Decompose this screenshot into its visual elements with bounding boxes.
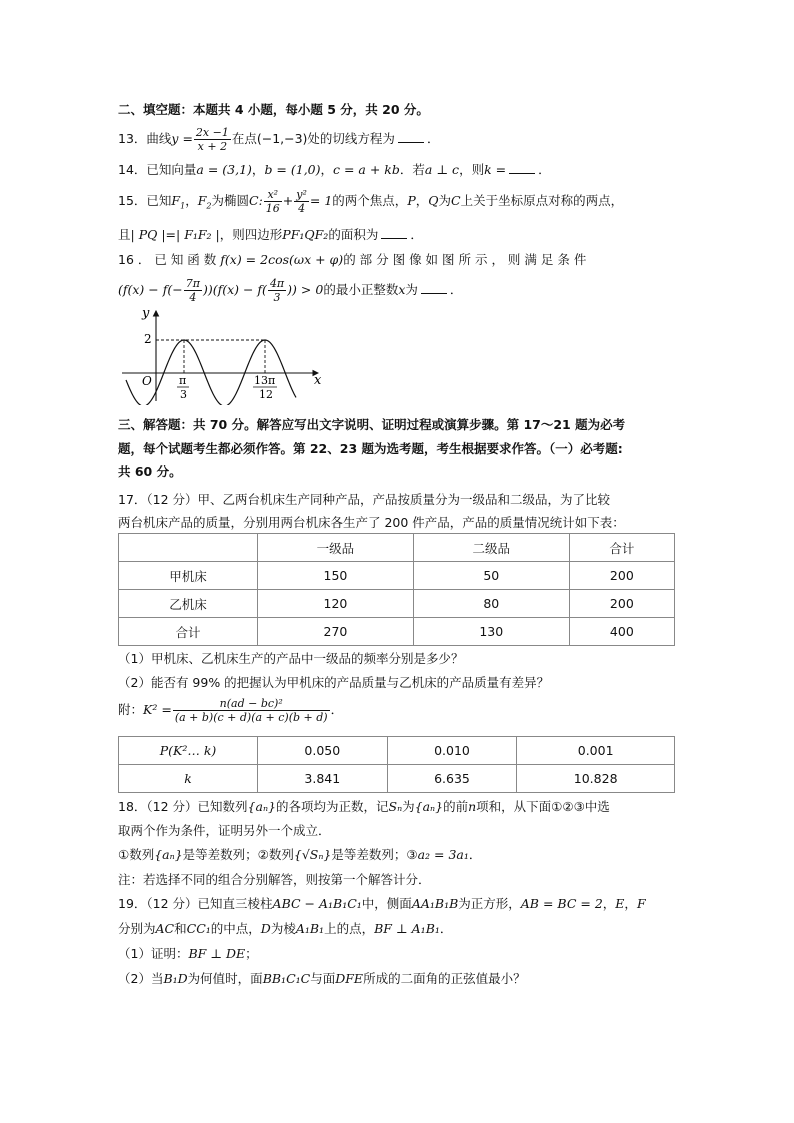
q15-eq1: = 1 bbox=[309, 193, 333, 208]
q13-end: ． bbox=[426, 131, 440, 146]
table-cell: 150 bbox=[258, 562, 414, 590]
q18-cond-c: 是等差数列；③ bbox=[331, 847, 418, 862]
table-row bbox=[119, 618, 675, 646]
q19-eq: AB = BC = 2 bbox=[520, 896, 603, 911]
q19-d: D bbox=[260, 921, 271, 936]
question-14 bbox=[118, 161, 551, 179]
k2-den: (a + b)(c + d)(a + c)(b + d) bbox=[174, 711, 328, 724]
q14-end: ． bbox=[538, 162, 551, 177]
question-16-line-2 bbox=[118, 274, 462, 306]
q15-f1: $F_1$ bbox=[171, 193, 186, 211]
q15-line2-prefix: 且 bbox=[118, 227, 131, 242]
q19-text-e: ， bbox=[624, 896, 637, 911]
table-cell: 50 bbox=[413, 562, 569, 590]
q16-frac1-den: 4 bbox=[189, 291, 197, 304]
q15-f2-letter: F bbox=[197, 193, 207, 208]
q14-vector-b: b = (1,0) bbox=[264, 162, 321, 177]
q19-sub-2 bbox=[118, 970, 526, 988]
table-cell: 3.841 bbox=[258, 765, 388, 793]
q16-line2-end2: 为 bbox=[405, 282, 418, 297]
q14-mid2: ，则 bbox=[459, 162, 485, 177]
q15-line2-mid: ，则四边形 bbox=[219, 227, 283, 242]
table-cell: 200 bbox=[569, 562, 674, 590]
x-axis-label: x bbox=[314, 373, 322, 388]
appendix-prefix: 附： bbox=[118, 702, 144, 717]
table-cell: k bbox=[119, 765, 258, 793]
q16-frac2-num: 4π bbox=[269, 277, 285, 290]
table-header-cell: 一级品 bbox=[258, 534, 414, 562]
table-cell: 0.010 bbox=[387, 737, 517, 765]
q18-c1: {aₙ} bbox=[154, 847, 183, 862]
q19-text-d: ， bbox=[602, 896, 616, 911]
q14-mid: ．若 bbox=[399, 162, 425, 177]
q19-sub2-d: 所成的二面角的正弦值最小？ bbox=[363, 971, 526, 986]
q15-mid3: 为 bbox=[438, 193, 452, 208]
question-15-line-1: 15．已知$F_1$，$F_2$为椭圆C: $\frac{\text{x²}}{16}$ + $\frac{\text{y²}}{4}$ = 1的两个焦点，P，Q为C上关于坐标原点对称的两点， bbox=[118, 188, 624, 215]
q13-answer-blank bbox=[398, 130, 424, 143]
q15-pq: | PQ |=| F₁F₂ | bbox=[130, 227, 220, 242]
q18-cond-b: 是等差数列；②数列 bbox=[182, 847, 294, 862]
q15-frac1-den: 16 bbox=[265, 202, 280, 215]
k2-fraction bbox=[173, 697, 330, 724]
q18-an2: {aₙ} bbox=[414, 799, 444, 814]
q13-mid: 在点(−1,−3)处的切线方程为 bbox=[231, 131, 395, 146]
q15-period: ． bbox=[410, 227, 423, 242]
appendix-end: ． bbox=[330, 702, 344, 717]
q17-probability-table bbox=[118, 736, 675, 793]
q13-fraction bbox=[194, 126, 231, 153]
q15-f1-letter: F bbox=[171, 193, 181, 208]
q16-ineq-b: ))(f(x) − f( bbox=[202, 282, 267, 297]
q15-mid1: 为椭圆 bbox=[211, 193, 249, 208]
q18-note: 注：若选择不同的组合分别解答，则按第一个解答计分． bbox=[118, 872, 431, 887]
y-axis-label: y bbox=[142, 306, 150, 321]
q19-l2-d: 为棱 bbox=[270, 921, 296, 936]
table-cell: 200 bbox=[569, 590, 674, 618]
q19-l2-f: ． bbox=[439, 921, 453, 936]
section-3-line-3: 共 60 分。 bbox=[118, 464, 182, 479]
q15-frac2-num: y² bbox=[296, 188, 307, 201]
table-row bbox=[119, 590, 675, 618]
table-header-cell: 合计 bbox=[569, 534, 674, 562]
table-cell: 0.050 bbox=[258, 737, 388, 765]
q19-b1d: B₁D bbox=[163, 971, 188, 986]
tick1-num: π bbox=[179, 374, 187, 387]
q13-prefix: 13．曲线 bbox=[118, 131, 172, 146]
table-cell: 合计 bbox=[119, 618, 258, 646]
q19-plane2: DFE bbox=[335, 971, 364, 986]
q14-prefix: 14．已知向量 bbox=[118, 162, 197, 177]
table-header-cell bbox=[119, 534, 258, 562]
q16-x: x bbox=[398, 282, 406, 297]
q15-f2: $F_2$ bbox=[197, 193, 212, 211]
q15-answer-blank bbox=[381, 226, 407, 239]
q15-c: C bbox=[451, 193, 461, 208]
q19-sub-1 bbox=[118, 945, 258, 963]
question-15-line-2 bbox=[118, 226, 423, 244]
q19-sub2-c: 与面 bbox=[310, 971, 336, 986]
q15-plus: + bbox=[282, 193, 294, 208]
q19-text-a: 19．（12 分）已知直三棱柱 bbox=[118, 896, 273, 911]
q16-func: f(x) = 2cos(ωx + φ) bbox=[220, 252, 344, 267]
q18-text-d: 的前 bbox=[443, 799, 469, 814]
q17-appendix bbox=[118, 693, 343, 727]
q15-end1: 上关于坐标原点对称的两点， bbox=[460, 193, 624, 208]
q18-an: {aₙ} bbox=[247, 799, 276, 814]
cosine-graph bbox=[118, 305, 333, 405]
table-cell: 130 bbox=[413, 618, 569, 646]
q16-line1-end: 的 部 分 图 像 如 图 所 示 ， 则 满 足 条 件 bbox=[343, 252, 587, 267]
table-cell: 80 bbox=[413, 590, 569, 618]
q15-p: P bbox=[407, 193, 416, 208]
q18-n: n bbox=[468, 799, 477, 814]
q15-q: Q bbox=[428, 193, 439, 208]
question-16-line-1 bbox=[118, 251, 586, 269]
question-13 bbox=[118, 124, 439, 154]
q18-sn: Sₙ bbox=[388, 799, 403, 814]
table-cell: 乙机床 bbox=[119, 590, 258, 618]
q16-frac2-den: 3 bbox=[273, 291, 281, 304]
q17-sub-2: （2）能否有 99% 的把握认为甲机床的产品质量与乙机床的产品质量有差异？ bbox=[118, 675, 550, 690]
q19-line-1 bbox=[118, 895, 646, 913]
q16-ineq-a: (f(x) − f(− bbox=[118, 282, 183, 297]
q18-line-1 bbox=[118, 798, 610, 816]
q17-quality-table bbox=[118, 533, 675, 646]
table-cell: P(K²… k) bbox=[119, 737, 258, 765]
table-cell: 6.635 bbox=[387, 765, 517, 793]
q16-line2-end: 的最小正整数 bbox=[323, 282, 399, 297]
q15-prefix: 15．已知 bbox=[118, 193, 172, 208]
q16-frac1-num: 7π bbox=[185, 277, 200, 290]
q18-text-b: 的各项均为正数，记 bbox=[275, 799, 389, 814]
q19-perp: BF ⊥ A₁B₁ bbox=[374, 921, 440, 936]
q18-line-3 bbox=[118, 846, 481, 864]
q19-l2-c: 的中点， bbox=[210, 921, 261, 936]
q19-sub1-m: BF ⊥ DE bbox=[188, 946, 246, 961]
q13-frac-num: 2x −1 bbox=[195, 126, 229, 139]
q19-sub2-a: （2）当 bbox=[118, 971, 164, 986]
table-header-cell: 二级品 bbox=[413, 534, 569, 562]
table-cell: 400 bbox=[569, 618, 674, 646]
q18-text-a: 18．（12 分）已知数列 bbox=[118, 799, 248, 814]
q13-frac-den: x + 2 bbox=[197, 140, 228, 153]
y-max-label: 2 bbox=[144, 332, 152, 346]
q15-frac2-den: 4 bbox=[298, 202, 306, 215]
q18-c2: {√Sₙ} bbox=[293, 847, 332, 862]
q14-k: k = bbox=[484, 162, 507, 177]
q16-frac-2 bbox=[268, 277, 286, 304]
table-cell: 270 bbox=[258, 618, 414, 646]
k2-symbol: K² = bbox=[143, 702, 172, 717]
q19-sub1-b: ； bbox=[245, 946, 258, 961]
q16-prefix: 16 ． 已 知 函 数 bbox=[118, 252, 217, 267]
table-cell: 0.001 bbox=[517, 737, 675, 765]
q14-vector-a: a = (3,1) bbox=[196, 162, 252, 177]
q14-comma: ， bbox=[251, 162, 265, 177]
q19-plane1: BB₁C₁C bbox=[262, 971, 311, 986]
q15-mid2: 的两个焦点， bbox=[332, 193, 408, 208]
q19-sub1-a: （1）证明： bbox=[118, 946, 189, 961]
q13-y-eq: y = bbox=[171, 131, 193, 146]
q15-frac1-num: x² bbox=[264, 188, 282, 202]
q19-a1b1: A₁B₁ bbox=[295, 921, 325, 936]
q17-line-1: 17．（12 分）甲、乙两台机床生产同种产品，产品按质量分为一级品和二级品，为了比较 bbox=[118, 492, 611, 507]
table-cell: 120 bbox=[258, 590, 414, 618]
q15-quad: PF₁QF₂ bbox=[282, 227, 329, 242]
q19-cc1: CC₁ bbox=[186, 921, 211, 936]
q15-line2-end: 的面积为 bbox=[328, 227, 379, 242]
q19-prism: ABC − A₁B₁C₁ bbox=[272, 896, 362, 911]
q18-text-c: 为 bbox=[402, 799, 415, 814]
table-row bbox=[119, 562, 675, 590]
q19-text-b: 中，侧面 bbox=[361, 896, 412, 911]
q16-answer-blank bbox=[421, 281, 447, 294]
q19-text-c: 为正方形， bbox=[458, 896, 521, 911]
q14-vector-c: c = a + kb bbox=[333, 162, 400, 177]
q19-face: AA₁B₁B bbox=[411, 896, 459, 911]
q18-cond-a: ①数列 bbox=[118, 847, 155, 862]
table-cell: 10.828 bbox=[517, 765, 675, 793]
q19-line-2 bbox=[118, 920, 452, 938]
q14-perp: a ⊥ c bbox=[424, 162, 460, 177]
q18-text-e: 项和，从下面①②③中选 bbox=[476, 799, 610, 814]
q19-e: E bbox=[615, 896, 625, 911]
q16-ineq-c: )) > 0 bbox=[287, 282, 324, 297]
table-row bbox=[119, 765, 675, 793]
table-row bbox=[119, 737, 675, 765]
q15-sep: ， bbox=[185, 193, 198, 208]
k2-num: n(ad − bc)² bbox=[173, 697, 330, 711]
section-3-line-2: 题，每个试题考生都必须作答。第 22、23 题为选考题，考生根据要求作答。（一）必考题: bbox=[118, 441, 623, 456]
q15-frac-1 bbox=[264, 188, 282, 215]
q18-c3: a₂ = 3a₁ bbox=[417, 847, 469, 862]
q16-frac-1 bbox=[184, 277, 202, 304]
table-header-row bbox=[119, 534, 675, 562]
q19-ac: AC bbox=[155, 921, 175, 936]
q19-l2-b: 和 bbox=[174, 921, 187, 936]
tick1-den: 3 bbox=[180, 388, 187, 401]
q18-cond-d: ． bbox=[468, 847, 482, 862]
q17-line-2: 两台机床产品的质量，分别用两台机床各生产了 200 件产品，产品的质量情况统计如下表： bbox=[118, 515, 625, 530]
table-cell: 甲机床 bbox=[119, 562, 258, 590]
q14-comma-2: ， bbox=[320, 162, 334, 177]
section-3-line-1: 三、解答题：共 70 分。解答应写出文字说明、证明过程或演算步骤。第 17～21 题为必考 bbox=[118, 417, 626, 432]
q17-sub-1: （1）甲机床、乙机床生产的产品中一级品的频率分别是多少？ bbox=[118, 651, 464, 666]
origin-label: O bbox=[142, 374, 152, 388]
q15-frac-2 bbox=[294, 188, 309, 215]
q19-l2-a: 分别为 bbox=[118, 921, 156, 936]
q15-c-colon: C: bbox=[249, 193, 263, 208]
section-2-header: 二、填空题：本题共 4 小题，每小题 5 分，共 20 分。 bbox=[118, 102, 429, 117]
tick2-den: 12 bbox=[259, 388, 273, 401]
q19-f: F bbox=[636, 896, 646, 911]
q19-l2-e: 上的点， bbox=[324, 921, 375, 936]
q19-sub2-b: 为何值时，面 bbox=[187, 971, 263, 986]
tick2-num: 13π bbox=[254, 374, 276, 387]
q16-period: ． bbox=[449, 282, 463, 297]
q18-line-2: 取两个作为条件，证明另外一个成立． bbox=[118, 823, 331, 838]
q14-answer-blank bbox=[509, 161, 535, 174]
